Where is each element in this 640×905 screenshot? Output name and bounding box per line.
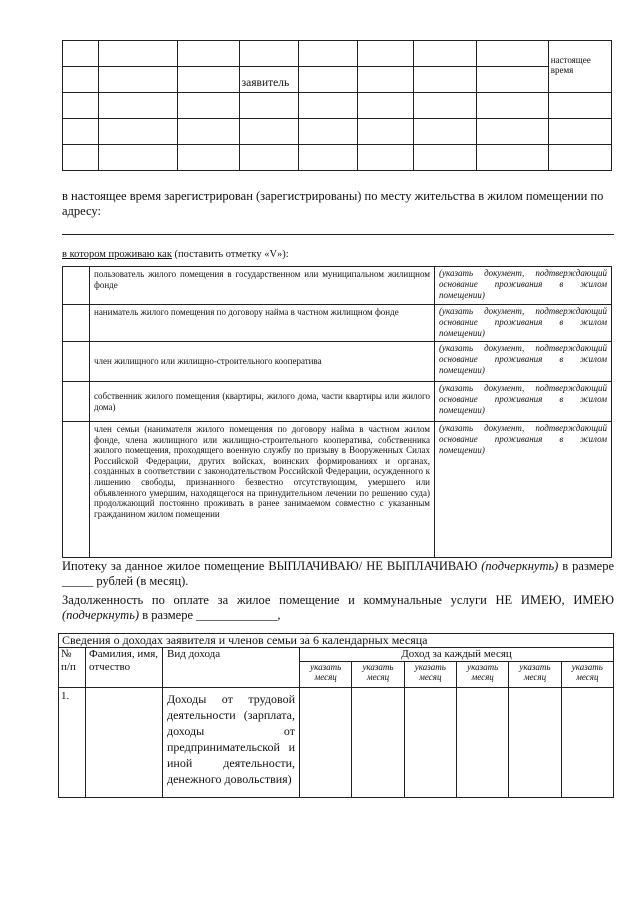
debt-part2: в размере _____________, [139, 608, 281, 622]
checkbox-cell[interactable] [63, 422, 90, 558]
debt-text [62, 593, 614, 623]
income-type: Доходы от трудовой деятельности (зарплата, доходы от предпринимательской и иной деятельности, денежного довольствия) [167, 692, 295, 786]
month-header: указать месяц [310, 662, 342, 682]
document-note: (указать документ, подтверждающий основание проживания в жилом помещении) [439, 268, 607, 300]
option-label: член жилищного или жилищно-строительного кооператива [94, 356, 322, 367]
name-cell[interactable] [86, 688, 163, 798]
option-label: член семьи (нанимателя жилого помещения по договору найма в частном жилом фонде, члена жилищного или жилищно-строительного кооператива, собственника жилого помещения, проходящего военную службу по призыву в Вооруженных Силах Российской Федерации, других войсках, воинских формированиях и органах, созданных в соответствии с законодательством Российской Федерации, осужденного к лишению свободы, признанного безвестно отсутствующим, умершего или объявленного умершим, находящегося на принудительном лечении по решению суда) продолжающий постоянно проживать в ранее занимаемом совместно с указанным гражданином жилом помещении [94, 424, 430, 519]
col-name-header: Фамилия, имя, отчество [89, 648, 159, 673]
mortgage-italic: (подчеркнуть) [481, 559, 559, 573]
month-income-header: Доход за каждый месяц [401, 648, 512, 660]
option-label: пользователь жилого помещения в государственном или муниципальном жилищном фонде [94, 269, 430, 290]
document-note: (указать документ, подтверждающий основание проживания в жилом помещении) [439, 343, 607, 375]
debt-part1: Задолженность по оплате за жилое помещение и коммунальные услуги НЕ ИМЕЮ, ИМЕЮ [62, 593, 614, 607]
mortgage-text [62, 559, 614, 589]
col-num-header: № п/п [61, 648, 76, 673]
checkbox-cell[interactable] [63, 342, 90, 382]
income-table [58, 633, 614, 798]
residence-status-table [62, 266, 612, 558]
mortgage-part2: в размере _____ рублей (в месяц). [62, 559, 614, 588]
residence-intro [62, 249, 289, 260]
mortgage-part1: Ипотеку за данное жилое помещение ВЫПЛАЧИВАЮ/ НЕ ВЫПЛАЧИВАЮ [62, 559, 482, 573]
month-value-cell[interactable] [352, 688, 404, 798]
month-value-cell[interactable] [456, 688, 508, 798]
col-type-header: Вид дохода [167, 648, 221, 660]
applicant-label: заявитель [241, 77, 290, 89]
checkbox-cell[interactable] [63, 382, 90, 422]
month-value-cell[interactable] [561, 688, 613, 798]
residence-intro-underlined: в котором проживаю как [62, 249, 172, 260]
checkbox-cell[interactable] [63, 267, 90, 305]
document-note: (указать документ, подтверждающий основание проживания в жилом помещении) [439, 423, 607, 455]
month-header: указать месяц [467, 662, 499, 682]
month-value-cell[interactable] [509, 688, 561, 798]
residence-intro-rest: (поставить отметку «V»): [171, 249, 289, 260]
row-num: 1. [61, 690, 70, 702]
month-header: указать месяц [362, 662, 394, 682]
present-time-label: настоящее время [550, 55, 591, 75]
month-header: указать месяц [519, 662, 551, 682]
month-value-cell[interactable] [404, 688, 456, 798]
option-label: собственник жилого помещения (квартиры, жилого дома, части квартиры или жилого дома) [94, 391, 430, 412]
document-note: (указать документ, подтверждающий основание проживания в жилом помещении) [439, 306, 607, 338]
household-table [62, 40, 612, 171]
document-note: (указать документ, подтверждающий основание проживания в жилом помещении) [439, 383, 607, 415]
checkbox-cell[interactable] [63, 305, 90, 342]
income-title: Сведения о доходах заявителя и членов семьи за 6 календарных месяца [62, 633, 428, 647]
option-label: наниматель жилого помещения по договору найма в частном жилищном фонде [94, 307, 399, 317]
month-header: указать месяц [571, 662, 603, 682]
month-value-cell[interactable] [300, 688, 352, 798]
address-line[interactable] [62, 234, 614, 235]
month-header: указать месяц [414, 662, 446, 682]
debt-italic: (подчеркнуть) [62, 608, 140, 622]
registration-text: в настоящее время зарегистрирован (зарегистрированы) по месту жительства в жилом помещении по адресу: [62, 189, 604, 218]
